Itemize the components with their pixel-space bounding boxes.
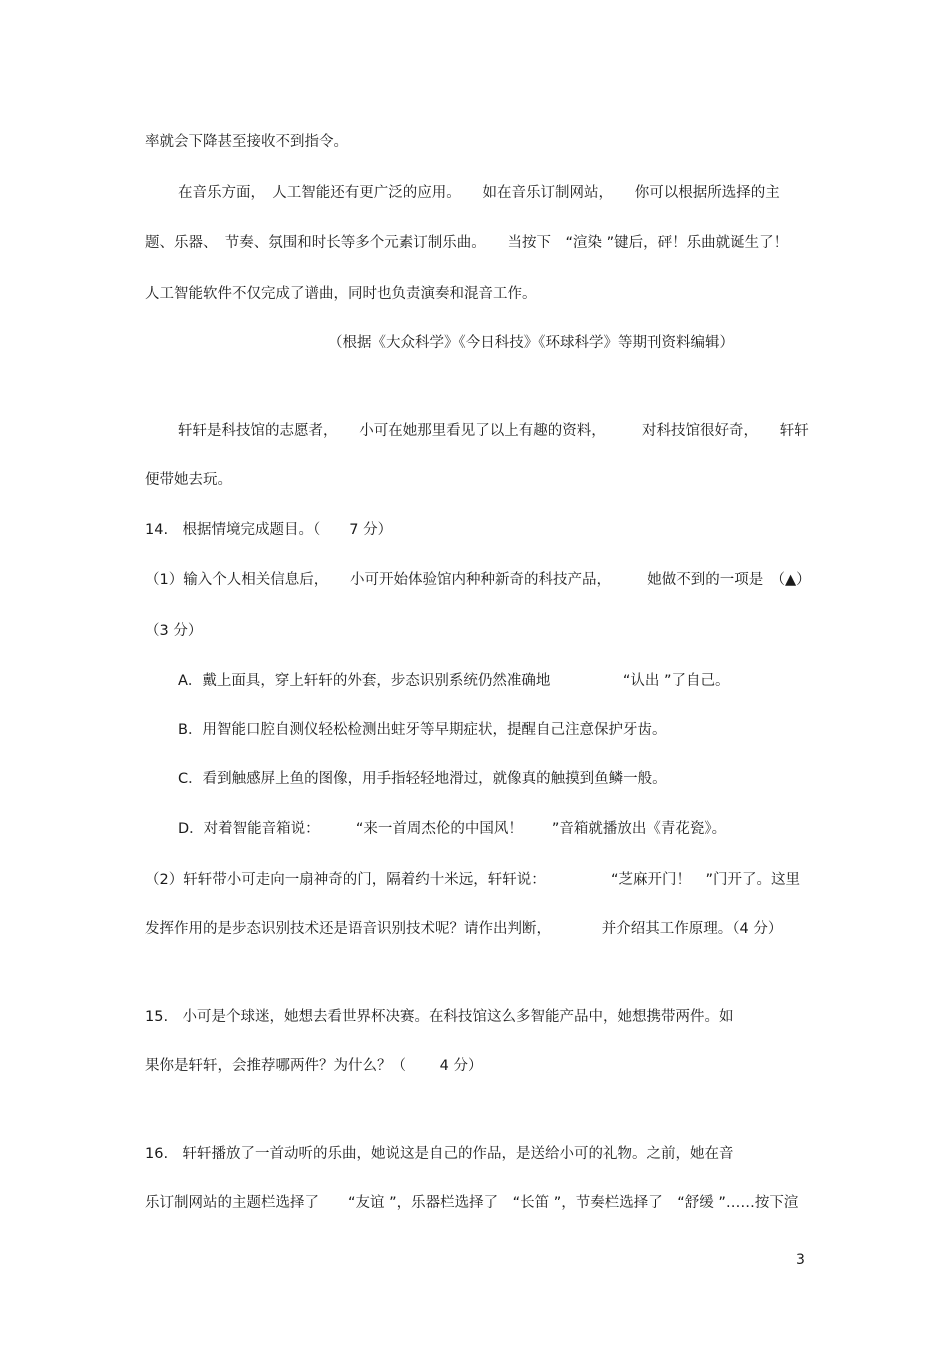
question-16-cont: 乐订制网站的主题栏选择了 “友谊 ”，乐器栏选择了 “长笛 ”，节奏栏选择了 “舒缓 ”……按下渲 [145,1195,799,1211]
paragraph-line: 率就会下降甚至接收不到指令。 [145,134,348,150]
option-b: B．用智能口腔自测仪轻松检测出蛀牙等早期症状，提醒自己注意保护牙齿。 [178,722,667,738]
option-c: C．看到触感屏上鱼的图像，用手指轻轻地滑过，就像真的触摸到鱼鳞一般。 [178,771,667,787]
source-citation: （根据《大众科学》《今日科技》《环球科学》等期刊资料编辑） [328,335,734,351]
question-14-sub2-cont: 发挥作用的是步态识别技术还是语音识别技术呢？请作出判断， 并介绍其工作原理。（4 分） [145,921,783,937]
option-d: D．对着智能音箱说： “来一首周杰伦的中国风！ ”音箱就播放出《青花瓷》。 [178,821,727,837]
paragraph-line: 轩轩是科技馆的志愿者， 小可在她那里看见了以上有趣的资料， 对科技馆很好奇， 轩轩 [178,423,809,439]
question-14-sub1-score: （3 分） [145,623,203,639]
paragraph-line: 便带她去玩。 [145,472,232,488]
question-15: 15. 小可是个球迷，她想去看世界杯决赛。在科技馆这么多智能产品中，她想携带两件。如 [145,1009,734,1025]
paragraph-line: 题、乐器、 节奏、氛围和时长等多个元素订制乐曲。 当按下 “渲染 ”键后，砰！乐曲就诞生了！ [145,235,789,251]
question-15-cont: 果你是轩轩，会推荐哪两件？为什么？（ 4 分） [145,1058,483,1074]
page-number: 3 [796,1252,805,1268]
question-14-sub1: （1）输入个人相关信息后， 小可开始体验馆内种种新奇的科技产品， 她做不到的一项是 （▲） [145,572,811,588]
question-14-sub2: （2）轩轩带小可走向一扇神奇的门，隔着约十米远，轩轩说： “芝麻开门！ ”门开了。这里 [145,872,800,888]
paragraph-line: 人工智能软件不仅完成了谱曲，同时也负责演奏和混音工作。 [145,286,537,302]
paragraph-line: 在音乐方面， 人工智能还有更广泛的应用。 如在音乐订制网站， 你可以根据所选择的主 [178,185,780,201]
option-a: A．戴上面具，穿上轩轩的外套，步态识别系统仍然准确地 “认出 ”了自己。 [178,673,730,689]
question-14-stem: 14. 根据情境完成题目。（ 7 分） [145,522,393,538]
question-16: 16. 轩轩播放了一首动听的乐曲，她说这是自己的作品，是送给小可的礼物。之前，她在音 [145,1146,734,1162]
